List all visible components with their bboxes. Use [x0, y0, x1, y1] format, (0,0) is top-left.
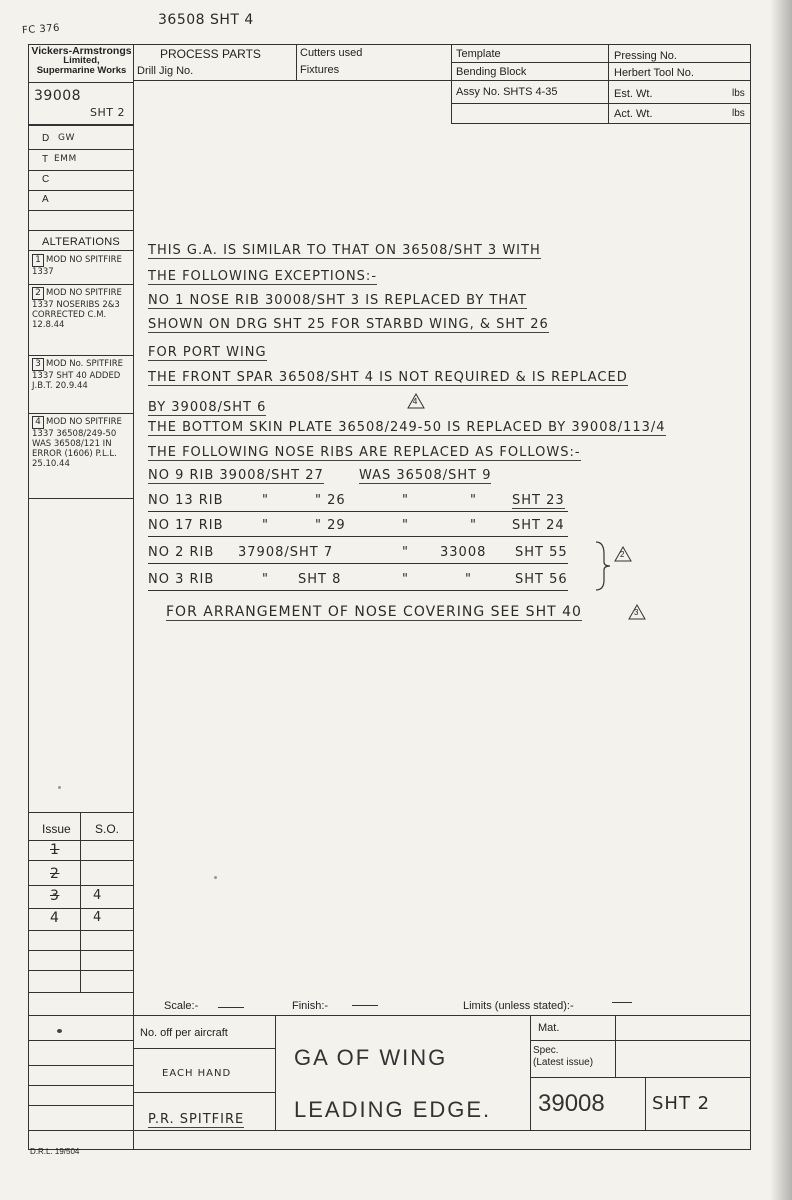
title-sheet-number: SHT 2 — [652, 1093, 711, 1114]
rib-row-5-rib: NO 3 RIB — [148, 572, 215, 587]
row-line-a — [28, 210, 133, 211]
no-off-label: No. off per aircraft — [140, 1027, 228, 1039]
rib-row-1 — [148, 468, 491, 486]
revision-triangle-3 — [628, 604, 646, 625]
note-line-1-text: THIS G.A. IS SIMILAR TO THAT ON 36508/SHT 3 WITH — [148, 243, 541, 258]
rib-row-1-was: WAS 36508/SHT 9 — [358, 468, 492, 483]
left-footer-line-4 — [28, 1105, 133, 1106]
row-line-extra — [28, 230, 133, 231]
alteration-1-number: 1 — [32, 254, 44, 267]
issue-4-so: 4 — [93, 910, 102, 925]
no-off-line — [134, 1048, 275, 1049]
issue-row-line-1 — [28, 860, 133, 861]
rib-row-4-q1: 37908/SHT 7 — [238, 545, 334, 560]
frame-top — [28, 44, 750, 45]
rib-row-4-underline — [148, 563, 568, 564]
scan-speck — [58, 786, 61, 789]
left-drawing-number: 39008 — [34, 88, 82, 104]
alterations-title-line — [28, 250, 133, 251]
note-line-1 — [148, 243, 541, 261]
fixtures-label: Fixtures — [300, 64, 340, 76]
rib-row-1-rib: NO 9 RIB 39008/SHT 27 — [148, 468, 324, 483]
note-line-7-text: BY 39008/SHT 6 — [148, 400, 267, 415]
scan-speck — [214, 876, 217, 879]
rib-row-2-num: " 26 — [315, 493, 346, 508]
approved-label: A — [42, 194, 49, 205]
alterations-title: ALTERATIONS — [42, 236, 121, 248]
issue-row-line-0 — [28, 840, 133, 841]
drill-jig-label: Drill Jig No. — [137, 65, 194, 77]
rib-row-2-q2: " — [402, 493, 409, 508]
issue-2: 2 — [50, 866, 60, 882]
title-block-bottom — [28, 1130, 750, 1131]
frame-bottom — [28, 1149, 750, 1150]
row-line-t — [28, 170, 133, 171]
revision-triangle-4 — [407, 393, 425, 413]
rib-row-2-sht: SHT 23 — [512, 493, 565, 508]
rib-row-3-q2: " — [402, 518, 409, 533]
arrangement-note — [166, 604, 582, 620]
note-line-9 — [148, 445, 581, 463]
alteration-3-number: 3 — [32, 358, 44, 371]
pressing-no-label: Pressing No. — [614, 50, 677, 62]
rib-row-3-sht: SHT 24 — [512, 518, 565, 533]
header-row-1 — [451, 62, 750, 63]
note-line-4 — [148, 317, 549, 335]
header-row-4 — [451, 123, 750, 124]
rib-row-2-q1: " — [262, 493, 269, 508]
rib-row-3-num: " 29 — [315, 518, 346, 533]
drawing-title-1: GA OF WING — [294, 1045, 448, 1070]
title-block-div-1 — [275, 1015, 276, 1130]
issue-3: 3 — [50, 888, 60, 904]
rib-row-5-q3: " — [465, 572, 472, 587]
left-box-bottom — [28, 124, 133, 126]
bending-block-label: Bending Block — [456, 66, 527, 78]
rib-row-4-sht: SHT 55 — [515, 545, 568, 560]
alteration-line-2 — [28, 355, 133, 356]
header-div-1 — [296, 44, 297, 80]
issue-row-line-2 — [28, 885, 133, 886]
herbert-tool-label: Herbert Tool No. — [614, 67, 694, 79]
spec-line — [530, 1077, 750, 1078]
header-div-2 — [451, 44, 452, 124]
scan-edge-shadow — [770, 0, 792, 1200]
title-block-div-2 — [530, 1015, 531, 1130]
form-reference: D.R.L. 19/504 — [30, 1147, 80, 1156]
issue-1: 1 — [50, 842, 60, 858]
limits-label: Limits (unless stated):- — [463, 1000, 574, 1012]
title-block-div-3 — [615, 1015, 616, 1077]
act-wt-label: Act. Wt. — [614, 108, 653, 120]
alteration-4-text: MOD NO SPITFIRE 1337 36508/249-50 WAS 36508/121 IN ERROR (1606) P.L.L. 25.10.44 — [32, 417, 122, 469]
note-line-2-text: THE FOLLOWING EXCEPTIONS:- — [148, 269, 378, 284]
est-wt-unit: lbs — [732, 88, 745, 99]
rib-row-3-underline — [148, 536, 568, 537]
note-line-3-text: NO 1 NOSE RIB 30008/SHT 3 IS REPLACED BY THAT — [148, 293, 527, 308]
note-line-8-text: THE BOTTOM SKIN PLATE 36508/249-50 IS REPLACED BY 39008/113/4 — [148, 420, 666, 435]
traced-label: T — [42, 154, 49, 165]
note-line-8 — [148, 420, 666, 438]
alteration-2-text: MOD NO SPITFIRE 1337 NOSERIBS 2&3 CORRECTED C.M. 12.8.44 — [32, 288, 122, 330]
rib-row-2-underline — [148, 511, 568, 512]
rib-row-5-underline — [148, 590, 568, 591]
rib-row-4-q3: 33008 — [440, 545, 487, 560]
issue-row-line-5 — [28, 950, 133, 951]
alteration-2 — [32, 287, 130, 330]
note-line-3 — [148, 293, 527, 311]
alteration-3-text: MOD No. SPITFIRE 1337 SHT 40 ADDED J.B.T. 20.9.44 — [32, 359, 123, 391]
each-hand-line — [134, 1092, 275, 1093]
drawn-initials: GW — [58, 133, 75, 143]
limits-dash — [612, 1002, 632, 1003]
rib-row-2-rib: NO 13 RIB — [148, 493, 224, 508]
alteration-4 — [32, 416, 130, 469]
revision-triangle-4-label: 4 — [412, 397, 419, 406]
left-column-divider — [133, 44, 134, 1149]
checked-label: C — [42, 174, 50, 185]
alteration-line-4 — [28, 498, 133, 499]
header-row-3 — [451, 103, 750, 104]
scan-speck — [57, 1029, 62, 1033]
traced-initials: EMM — [54, 154, 77, 164]
template-label: Template — [456, 48, 501, 60]
mat-line — [530, 1040, 750, 1041]
rib-row-5-q1: " — [262, 572, 269, 587]
act-wt-unit: lbs — [732, 108, 745, 119]
header-div-3 — [608, 44, 609, 124]
note-line-4-text: SHOWN ON DRG SHT 25 FOR STARBD WING, & SHT 26 — [148, 317, 549, 332]
rib-row-5-sht: SHT 56 — [515, 572, 568, 587]
alteration-3 — [32, 358, 130, 391]
rib-row-3-q3: " — [470, 518, 477, 533]
rib-row-3-rib: NO 17 RIB — [148, 518, 224, 533]
issue-row-line-7 — [28, 992, 133, 993]
rib-row-3-q1: " — [262, 518, 269, 533]
alteration-1 — [32, 254, 130, 277]
issue-header: Issue — [42, 822, 71, 836]
so-header: S.O. — [95, 822, 120, 836]
rib-row-5-q2: " — [402, 572, 409, 587]
est-wt-label: Est. Wt. — [614, 88, 653, 100]
rib-row-5-num: SHT 8 — [298, 572, 342, 587]
drawn-label: D — [42, 133, 50, 144]
rib-row-4-rib: NO 2 RIB — [148, 545, 215, 560]
brace-mark — [592, 540, 612, 597]
rib-row-2-q3: " — [470, 493, 477, 508]
title-drawing-number: 39008 — [538, 1090, 605, 1117]
issue-table-divider — [80, 812, 81, 992]
scale-label: Scale:- — [164, 1000, 199, 1012]
left-sheet-number: SHT 2 — [90, 106, 125, 119]
process-parts-label: PROCESS PARTS — [160, 47, 261, 61]
company-line-1: Vickers-Armstrongs — [31, 45, 132, 57]
note-line-2 — [148, 269, 377, 287]
spec-label — [533, 1045, 593, 1069]
left-footer-line-1 — [28, 1040, 133, 1041]
revision-triangle-2-label: 2 — [620, 550, 625, 559]
aircraft-type — [148, 1112, 244, 1127]
note-line-5-text: FOR PORT WING — [148, 345, 267, 360]
left-footer-line-2 — [28, 1065, 133, 1066]
header-row-2 — [134, 80, 750, 81]
alteration-line-1 — [28, 284, 133, 285]
alteration-2-number: 2 — [32, 287, 44, 300]
alteration-line-3 — [28, 413, 133, 414]
note-line-6 — [148, 370, 628, 388]
scale-dash — [218, 1007, 244, 1008]
revision-triangle-3-label: 3 — [634, 608, 639, 617]
issue-row-line-3 — [28, 908, 133, 909]
issue-row-line-6 — [28, 970, 133, 971]
brace-icon — [592, 540, 612, 592]
issue-row-line-4 — [28, 930, 133, 931]
issue-4: 4 — [50, 910, 60, 926]
note-line-9-text: THE FOLLOWING NOSE RIBS ARE REPLACED AS FOLLOWS:- — [148, 445, 581, 460]
drawing-ref-mark: 36508 SHT 4 — [158, 12, 254, 28]
each-hand-value: EACH HAND — [162, 1068, 232, 1079]
alteration-4-number: 4 — [32, 416, 44, 429]
finish-dash — [352, 1005, 378, 1006]
spec-label-line-1: Spec. — [533, 1045, 559, 1056]
company-line-3: Supermarine Works — [36, 65, 127, 76]
issue-3-so: 4 — [93, 888, 102, 903]
title-block-top — [28, 1015, 750, 1016]
sheet-ref-mark: FC 376 — [21, 22, 61, 37]
note-line-7 — [148, 395, 425, 413]
assy-no-label: Assy No. SHTS 4-35 — [456, 86, 558, 98]
arrangement-note-text: FOR ARRANGEMENT OF NOSE COVERING SEE SHT 40 — [166, 604, 582, 620]
aircraft-type-text: P.R. SPITFIRE — [148, 1112, 245, 1127]
company-line-2: Limited, — [63, 55, 100, 66]
frame-right — [750, 44, 751, 1150]
rib-row-4-q2: " — [402, 545, 409, 560]
note-line-6-text: THE FRONT SPAR 36508/SHT 4 IS NOT REQUIRED & IS REPLACED — [148, 370, 628, 385]
company-underline — [28, 82, 133, 83]
material-label: Mat. — [538, 1022, 560, 1034]
alteration-1-text: MOD NO SPITFIRE 1337 — [32, 255, 122, 277]
company-name — [30, 46, 133, 76]
revision-triangle-2 — [614, 546, 632, 567]
title-block-div-4 — [645, 1077, 646, 1130]
note-line-5 — [148, 345, 267, 363]
row-line-d — [28, 149, 133, 150]
finish-label: Finish:- — [292, 1000, 329, 1012]
spec-label-line-2: (Latest issue) — [533, 1057, 594, 1068]
cutters-used-label: Cutters used — [300, 47, 363, 59]
drawing-title-2: LEADING EDGE. — [294, 1097, 492, 1122]
row-line-c — [28, 190, 133, 191]
left-footer-line-3 — [28, 1085, 133, 1086]
